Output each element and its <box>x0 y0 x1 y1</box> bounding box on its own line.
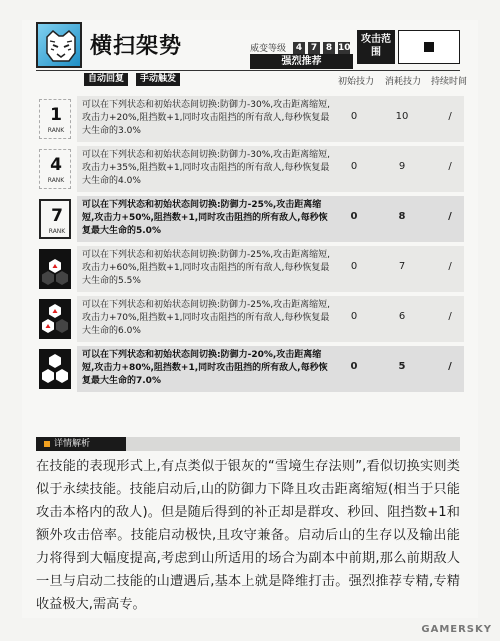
rank-description: 可以在下列状态和初始状态间切换:防御力-25%,攻击距离缩短,攻击力+70%,阻挡数+1,同时攻击阻挡的所有敌人,每秒恢复最大生命的6.0% <box>82 300 331 336</box>
rank-number: 4 <box>50 155 62 175</box>
rank-badge <box>39 199 71 239</box>
tag-auto-recover: 自动回复 <box>84 73 128 86</box>
table-row <box>37 196 460 242</box>
table-row <box>37 296 460 342</box>
duration: / <box>448 161 452 172</box>
mastery-2-icon <box>39 299 71 339</box>
initial-sp: 0 <box>350 211 358 222</box>
table-row <box>37 146 460 192</box>
skill-name: 横扫架势 <box>90 34 183 59</box>
range-cell <box>424 42 434 52</box>
attack-range-grid <box>398 30 460 64</box>
initial-sp: 0 <box>350 161 358 172</box>
rank-word: RANK <box>48 228 66 235</box>
rank-badge <box>39 149 71 189</box>
initial-sp: 0 <box>350 311 358 322</box>
rank-number: 7 <box>51 206 63 226</box>
col-cost-sp: 消耗技力 <box>385 77 422 87</box>
rank-description: 可以在下列状态和初始状态间切换:防御力-25%,攻击距离缩短,攻击力+60%,阻挡数+1,同时攻击阻挡的所有敌人,每秒恢复最大生命的5.5% <box>82 250 331 286</box>
tag-manual-trigger: 手动触发 <box>136 73 180 86</box>
initial-sp: 0 <box>350 111 358 122</box>
rarity-level: 4 <box>293 42 305 54</box>
rank-word: RANK <box>47 127 65 134</box>
recommend-badge: 强烈推荐 <box>250 54 353 69</box>
rarity-level: 7 <box>308 42 320 54</box>
rank-description: 可以在下列状态和初始状态间切换:防御力-30%,攻击距离缩短,攻击力+35%,阻挡数+1,同时攻击阻挡的所有敌人,每秒恢复最大生命的4.0% <box>82 150 331 186</box>
duration: / <box>448 311 452 322</box>
rank-description: 可以在下列状态和初始状态间切换:防御力-20%,攻击距离缩短,攻击力+80%,阻挡数+1,同时攻击阻挡的所有敌人,每秒恢复最大生命的7.0% <box>82 350 328 386</box>
analysis-label <box>36 437 126 451</box>
cost-sp: 8 <box>398 211 406 222</box>
rarity-levels <box>250 41 350 54</box>
rank-badge <box>39 99 71 139</box>
initial-sp: 0 <box>350 261 358 272</box>
cost-sp: 7 <box>398 261 406 272</box>
rank-description: 可以在下列状态和初始状态间切换:防御力-25%,攻击距离缩短,攻击力+50%,阻挡数+1,同时攻击阻挡的所有敌人,每秒恢复最大生命的5.0% <box>82 200 328 236</box>
cost-sp: 5 <box>398 361 406 372</box>
dot-icon <box>44 441 50 447</box>
rarity-level: 10 <box>338 42 351 53</box>
analysis-label-text: 详情解析 <box>54 439 91 449</box>
header-divider <box>36 70 460 71</box>
analysis-divider <box>126 437 460 451</box>
cost-sp: 6 <box>398 311 406 322</box>
mastery-1-icon <box>39 249 71 289</box>
cost-sp: 10 <box>395 111 409 122</box>
attack-range-label: 攻击范围 <box>357 30 395 64</box>
tiger-head-icon <box>36 22 82 68</box>
rank-word: RANK <box>47 177 65 184</box>
duration: / <box>448 211 452 222</box>
col-initial-sp: 初始技力 <box>338 77 375 87</box>
table-row <box>37 246 460 292</box>
table-row <box>37 346 460 392</box>
rarity-label: 威变等级 <box>250 44 287 54</box>
rarity-level: 8 <box>323 42 335 54</box>
rank-number: 1 <box>50 105 62 125</box>
cost-sp: 9 <box>398 161 406 172</box>
analysis-text: 在技能的表现形式上,有点类似于银灰的“雪境生存法则”,看似切换实则类似于永续技能。技能启动后,山的防御力下降且攻击距离缩短(相当于只能攻击本格内的敌人)。但是随后得到的补正却是群攻、秒回、阻挡数+1和额外攻击倍率。技能启动极快,且攻守兼备。启动后山的生存以及输出能力将得到大幅度提高,考虑到山所适用的场合为副本中前期,那么前期敌人一旦与启动二技能的山遭遇后,基本上就是降维打击。强烈推荐专精,专精收益极大,需高专。 <box>36 459 460 612</box>
duration: / <box>448 361 452 372</box>
duration: / <box>448 261 452 272</box>
duration: / <box>448 111 452 122</box>
mastery-3-icon <box>39 349 71 389</box>
col-duration: 持续时间 <box>431 77 468 87</box>
rank-description: 可以在下列状态和初始状态间切换:防御力-30%,攻击距离缩短,攻击力+20%,阻挡数+1,同时攻击阻挡的所有敌人,每秒恢复最大生命的3.0% <box>82 100 331 136</box>
watermark-logo: GAMERSKY <box>421 624 492 635</box>
table-row <box>37 96 460 142</box>
initial-sp: 0 <box>350 361 358 372</box>
